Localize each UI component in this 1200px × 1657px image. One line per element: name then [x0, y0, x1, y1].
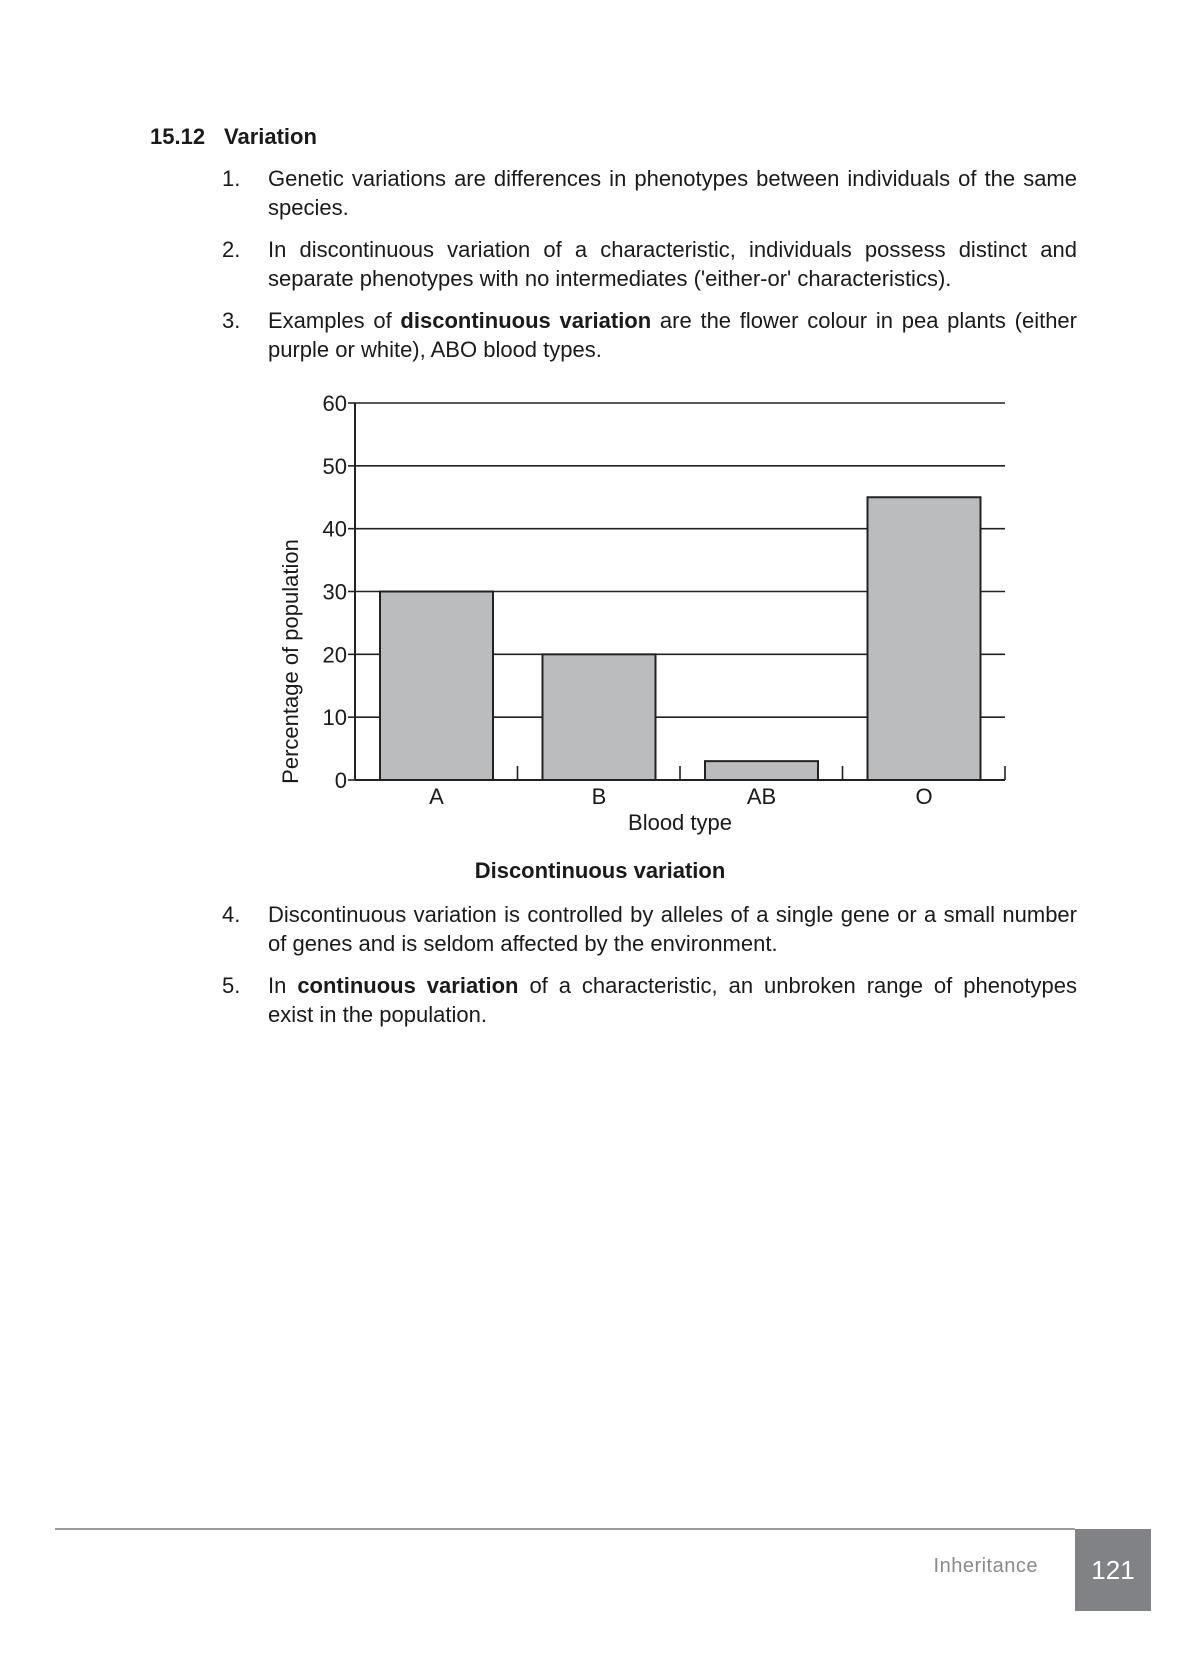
list-item-text: Genetic variations are differences in phenotypes between individuals of the same species. [268, 166, 1077, 220]
list-item-text-start: Examples of [268, 308, 401, 333]
list-item-text [268, 971, 1077, 1029]
chart-title: Discontinuous variation [474, 858, 726, 883]
section-title: Variation [224, 124, 317, 149]
bar-b [543, 654, 656, 780]
list-item [222, 235, 1077, 293]
x-tick-label: A [429, 784, 444, 809]
bar-o [868, 497, 981, 780]
x-axis-label: Blood type [628, 810, 732, 835]
list-item-text-end: of a characteristic, an unbroken range of phenotypes exist in the population. [268, 973, 1077, 1027]
list-item-index: 5. [222, 973, 241, 998]
list-item-index: 4. [222, 902, 241, 927]
list-item-index: 2. [222, 237, 241, 262]
bar-a [380, 592, 493, 781]
page-number: 121 [1091, 1554, 1135, 1585]
footer-divider [55, 1528, 1075, 1530]
list-item [222, 164, 1077, 222]
list-item [222, 306, 1077, 364]
list-item-index: 3. [222, 308, 241, 333]
key-term-continuous-variation: continuous variation [297, 973, 519, 998]
x-tick-label: B [591, 784, 607, 809]
y-tick-label: 60 [322, 391, 347, 416]
key-term-discontinuous-variation: discontinuous variation [400, 308, 652, 333]
list-item-text-start: In [268, 973, 298, 998]
list-item-text-end: are the flower colour in pea plants (either purple or white), ABO blood types. [268, 308, 1077, 362]
bar-chart [270, 385, 1020, 840]
page-number-badge [1075, 1529, 1151, 1611]
list-item [222, 900, 1077, 958]
list-item [222, 971, 1077, 1029]
y-tick-label: 40 [322, 516, 347, 542]
list-item-text [268, 306, 1077, 364]
x-tick-label: O [915, 784, 933, 809]
y-tick-label: 50 [322, 453, 347, 479]
y-tick-label: 30 [322, 579, 347, 605]
list-item-text: Discontinuous variation is controlled by alleles of a single gene or a small number of genes and is seldom affected by the environment. [268, 902, 1077, 956]
bar-ab [705, 761, 818, 780]
y-tick-label: 10 [322, 705, 347, 731]
section-number: 15.12 [150, 124, 206, 149]
section-heading [150, 124, 317, 150]
y-tick-label: 20 [322, 642, 347, 668]
y-tick-label: 0 [334, 768, 347, 793]
x-tick-label: AB [746, 784, 777, 809]
list-item-text: In discontinuous variation of a characteristic, individuals possess distinct and separate phenotypes with no intermediates ('either-or' characteristics). [268, 237, 1077, 291]
list-item-index: 1. [222, 166, 241, 191]
footer-chapter-label: Inheritance [933, 1555, 1038, 1577]
y-axis-label: Percentage of population [278, 539, 303, 784]
